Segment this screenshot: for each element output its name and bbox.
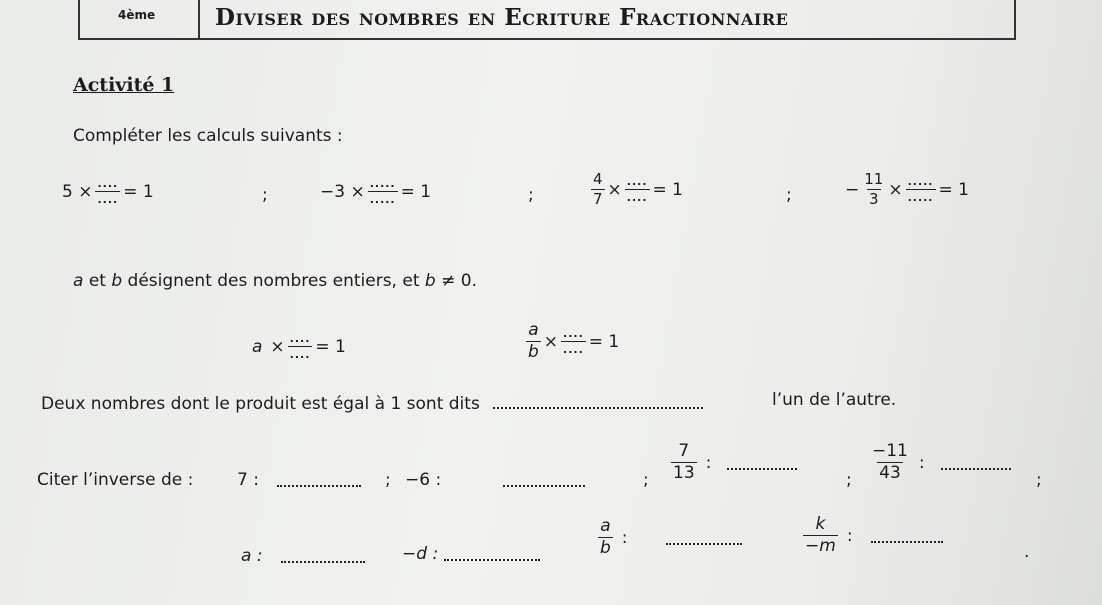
times-sign: × — [888, 179, 903, 200]
calculation-1 — [62, 178, 154, 205]
given-fraction — [862, 172, 885, 207]
item-label: −6 : — [405, 470, 442, 490]
fraction-denominator: 13 — [673, 463, 695, 483]
blank-denominator: ..... — [369, 193, 396, 206]
inverse-item-a-b — [595, 518, 742, 557]
separator: ; — [846, 470, 852, 490]
calculation-4 — [845, 172, 969, 207]
inverse-item-minus-6 — [405, 470, 585, 490]
given-fraction — [598, 518, 613, 557]
answer-fraction — [625, 176, 650, 203]
inverse-item-minus-d — [402, 544, 540, 564]
answer-fraction — [95, 178, 120, 205]
answer-blank[interactable] — [503, 473, 585, 487]
calc-right: = 1 — [588, 331, 620, 352]
blank-denominator: .... — [626, 191, 648, 204]
fraction-numerator: a — [528, 320, 539, 340]
definition-before: Deux nombres dont le produit est égal à 1 sont dits — [41, 394, 480, 414]
definition-after: l’un de l’autre. — [772, 390, 897, 410]
inverse-item-k-minus-m — [800, 516, 943, 555]
given-fraction — [870, 443, 910, 482]
fraction-denominator: b — [528, 342, 539, 362]
calculation-3 — [588, 172, 683, 207]
blank-denominator: .... — [289, 348, 311, 361]
colon: : — [621, 527, 628, 548]
item-label: a : — [241, 546, 263, 566]
given-fraction — [671, 443, 697, 482]
separator: ; — [786, 185, 792, 205]
given-fraction — [591, 172, 605, 207]
blank-numerator: ..... — [369, 177, 396, 190]
statement-text — [73, 271, 477, 291]
fraction-numerator: 7 — [678, 441, 690, 461]
fraction-denominator: 7 — [593, 190, 603, 208]
blank-denominator: .... — [563, 343, 584, 356]
fraction-numerator: a — [600, 516, 611, 536]
separator: ; — [528, 185, 534, 205]
colon: : — [705, 452, 712, 473]
fraction-numerator: k — [815, 514, 826, 534]
fraction-numerator: 4 — [593, 170, 603, 188]
blank-numerator: ..... — [907, 175, 934, 188]
answer-blank[interactable] — [493, 395, 703, 409]
inverse-item-7 — [237, 470, 361, 490]
general-calculation-1 — [252, 333, 346, 360]
fraction-denominator: b — [600, 538, 611, 558]
colon: : — [918, 452, 925, 473]
item-label: 7 : — [237, 470, 259, 490]
calc-right: = 1 — [938, 179, 969, 200]
calc-right: = 1 — [652, 179, 683, 200]
blank-denominator: ..... — [907, 191, 934, 204]
end-mark: . — [1024, 542, 1030, 562]
separator: ; — [643, 470, 649, 490]
blank-numerator: .... — [289, 332, 311, 345]
grade-label: 4ème — [118, 8, 156, 22]
separator: ; — [1036, 470, 1042, 490]
colon: : — [846, 525, 853, 546]
cond-var: b — [424, 271, 436, 291]
statement-et: et — [83, 271, 112, 291]
times-sign: × — [270, 336, 285, 357]
calc-left: −3 × — [320, 181, 365, 202]
answer-blank[interactable] — [666, 531, 742, 545]
calc-right: = 1 — [123, 181, 154, 202]
fraction-denominator: 3 — [869, 190, 879, 208]
given-fraction — [526, 322, 541, 361]
inverse-item-minus-11-43 — [867, 443, 1011, 482]
page-title: Diviser des nombres en Ecriture Fractionnaire — [215, 4, 789, 31]
answer-blank[interactable] — [871, 529, 943, 543]
answer-fraction — [906, 176, 936, 203]
answer-blank[interactable] — [941, 456, 1011, 470]
fraction-denominator: 43 — [879, 463, 901, 483]
cite-label: Citer l’inverse de : — [37, 470, 194, 490]
instruction-text: Compléter les calculs suivants : — [73, 126, 343, 146]
times-sign: × — [543, 331, 559, 352]
calc-right: = 1 — [400, 181, 432, 202]
calc-right: = 1 — [315, 336, 346, 357]
statement-rest: désignent des nombres entiers, et — [122, 271, 425, 291]
blank-numerator: .... — [626, 175, 648, 188]
answer-fraction — [288, 333, 313, 360]
statement-cond: ≠ 0. — [435, 271, 477, 291]
general-calculation-2 — [523, 322, 619, 361]
activity-title: Activité 1 — [73, 74, 175, 96]
answer-fraction — [561, 328, 586, 355]
blank-numerator: .... — [563, 327, 584, 340]
item-label: −d : — [402, 544, 439, 564]
inverse-item-a — [241, 546, 365, 566]
var-a: a — [73, 271, 84, 291]
fraction-numerator: 11 — [864, 170, 884, 188]
definition-text — [41, 394, 703, 414]
var-a: a — [252, 336, 263, 357]
answer-blank[interactable] — [281, 549, 365, 563]
blank-numerator: .... — [97, 177, 119, 190]
given-fraction — [803, 516, 838, 555]
answer-blank[interactable] — [277, 473, 361, 487]
answer-blank[interactable] — [727, 456, 797, 470]
times-sign: × — [607, 179, 622, 200]
calculation-2 — [320, 178, 431, 205]
answer-fraction — [368, 178, 398, 205]
fraction-denominator: −m — [805, 536, 836, 556]
var-b: b — [111, 271, 123, 291]
calc-left: 5 × — [62, 181, 93, 202]
separator: ; — [385, 470, 391, 490]
header-divider — [198, 0, 200, 40]
fraction-numerator: −11 — [872, 441, 908, 461]
inverse-item-7-13 — [668, 443, 797, 482]
separator: ; — [262, 185, 268, 205]
minus-sign: − — [845, 179, 860, 200]
blank-denominator: .... — [97, 193, 119, 206]
answer-blank[interactable] — [444, 547, 540, 561]
